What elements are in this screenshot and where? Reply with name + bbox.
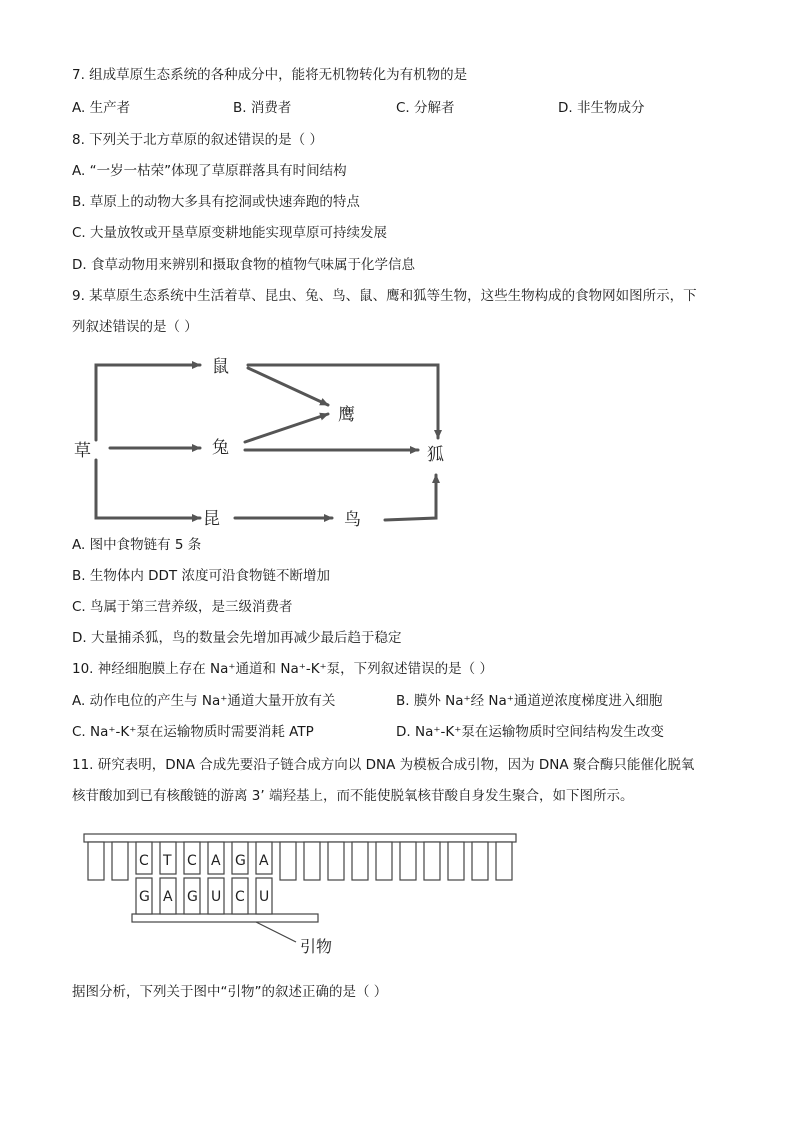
template-nucleotide	[352, 842, 368, 880]
template-nucleotide	[448, 842, 464, 880]
q8-option-d: D. 食草动物用来辨别和摄取食物的植物气味属于化学信息	[72, 257, 415, 273]
arrow-bird-fox	[385, 475, 436, 520]
template-base-letter: T	[163, 853, 172, 869]
arrow-rabbit-eagle	[245, 414, 328, 442]
primer-base-letter: C	[235, 889, 245, 905]
q9-option-a: A. 图中食物链有 5 条	[72, 537, 202, 553]
q10-option-c: C. Na⁺-K⁺泵在运输物质时需要消耗 ATP	[72, 724, 314, 740]
q7-option-c: C. 分解者	[396, 100, 455, 116]
q7-option-b: B. 消费者	[233, 100, 292, 116]
q11-question: 据图分析，下列关于图中“引物”的叙述正确的是（ ）	[72, 984, 388, 1000]
primer-leader-line	[256, 922, 296, 942]
q8-option-c: C. 大量放牧或开垦草原变耕地能实现草原可持续发展	[72, 225, 388, 241]
q9-option-c: C. 鸟属于第三营养级，是三级消费者	[72, 599, 293, 615]
node-mouse: 鼠	[212, 357, 229, 377]
template-nucleotide	[472, 842, 488, 880]
q8-option-a: A. “一岁一枯荣”体现了草原群落具有时间结构	[72, 163, 347, 179]
primer-base-letter: U	[259, 889, 270, 905]
template-nucleotide	[376, 842, 392, 880]
template-nucleotide	[328, 842, 344, 880]
q9-option-b: B. 生物体内 DDT 浓度可沿食物链不断增加	[72, 568, 330, 584]
template-base-letter: C	[139, 853, 149, 869]
template-strand-backbone	[84, 834, 516, 842]
node-eagle: 鹰	[338, 405, 355, 425]
template-nucleotide	[496, 842, 512, 880]
node-fox: 狐	[427, 445, 444, 465]
q10-option-b: B. 膜外 Na⁺经 Na⁺通道逆浓度梯度进入细胞	[396, 693, 663, 709]
template-base-letter: C	[187, 853, 197, 869]
primer-backbone	[132, 914, 318, 922]
node-grass: 草	[74, 441, 91, 461]
primer-base-letter: U	[211, 889, 222, 905]
template-nucleotide	[280, 842, 296, 880]
q10-option-d: D. Na⁺-K⁺泵在运输物质时空间结构发生改变	[396, 724, 664, 740]
q9-stem-line1: 9. 某草原生态系统中生活着草、昆虫、兔、鸟、鼠、鹰和狐等生物，这些生物构成的食物网如图所示，下	[72, 288, 697, 304]
node-bird: 鸟	[344, 510, 361, 530]
primer-base-letter: G	[187, 889, 198, 905]
template-base-letter: G	[235, 853, 246, 869]
template-nucleotide	[424, 842, 440, 880]
node-rabbit: 兔	[212, 438, 229, 458]
dna-primer-diagram	[80, 828, 530, 963]
q7-option-d: D. 非生物成分	[558, 100, 645, 116]
template-nucleotide	[400, 842, 416, 880]
template-nucleotide	[88, 842, 104, 880]
q9-stem-line2: 列叙述错误的是（ ）	[72, 319, 198, 335]
q8-option-b: B. 草原上的动物大多具有挖洞或快速奔跑的特点	[72, 194, 360, 210]
q9-option-d: D. 大量捕杀狐，鸟的数量会先增加再减少最后趋于稳定	[72, 630, 402, 646]
primer-base-letter: G	[139, 889, 150, 905]
q10-option-a: A. 动作电位的产生与 Na⁺通道大量开放有关	[72, 693, 336, 709]
q7-stem: 7. 组成草原生态系统的各种成分中，能将无机物转化为有机物的是	[72, 67, 468, 83]
template-nucleotide	[112, 842, 128, 880]
primer-label: 引物	[300, 937, 333, 956]
template-base-letter: A	[211, 853, 221, 869]
q11-stem-line1: 11. 研究表明，DNA 合成先要沿子链合成方向以 DNA 为模板合成引物，因为 DNA 聚合酶只能催化脱氧	[72, 757, 695, 773]
q7-option-a: A. 生产者	[72, 100, 131, 116]
arrow-grass-mouse	[96, 365, 200, 440]
arrow-grass-insect	[96, 460, 200, 518]
food-web-diagram	[60, 350, 460, 530]
q8-stem: 8. 下列关于北方草原的叙述错误的是（ ）	[72, 132, 323, 148]
q10-stem: 10. 神经细胞膜上存在 Na⁺通道和 Na⁺-K⁺泵，下列叙述错误的是（ ）	[72, 661, 493, 677]
template-base-letter: A	[259, 853, 269, 869]
q11-stem-line2: 核苷酸加到已有核酸链的游离 3’ 端羟基上，而不能使脱氧核苷酸自身发生聚合，如下图所示。	[72, 788, 634, 804]
primer-base-letter: A	[163, 889, 173, 905]
arrow-mouse-fox	[248, 365, 438, 438]
node-insect: 昆	[203, 509, 220, 529]
template-nucleotide	[304, 842, 320, 880]
arrow-mouse-eagle	[248, 368, 328, 405]
